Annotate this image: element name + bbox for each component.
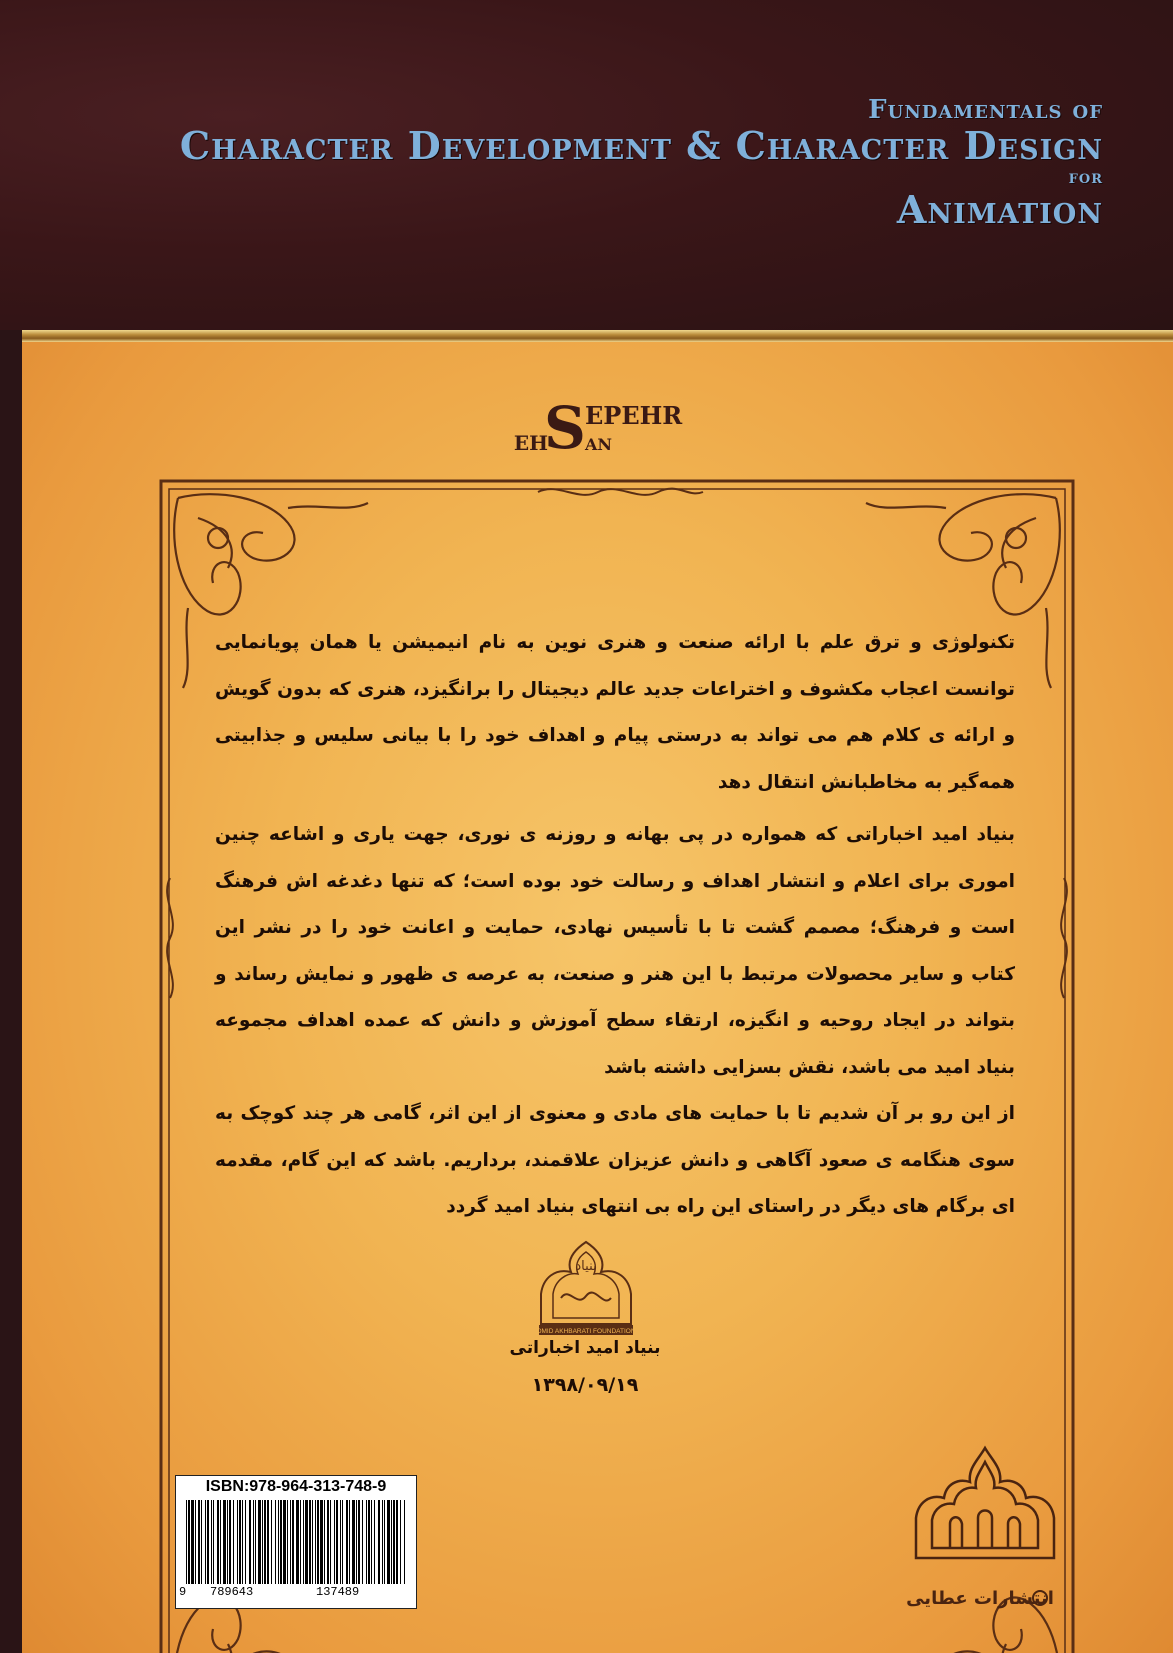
logo-bottom-part: AN	[585, 435, 613, 454]
barcode-bar	[356, 1500, 357, 1584]
isbn-label: ISBN:978-964-313-748-9	[205, 1478, 387, 1495]
barcode-bar	[300, 1500, 301, 1584]
body-paragraph-1: تکنولوژی و ترق علم با ارائه صنعت و هنری نوین به نام انیمیشن یا همان پویانمایی توانست اعجاب مکشوف و اختراعات جدید عالم دیجیتال را برانگیزد، هنری که بدون گویش و ارائه ی کلام هم می تواند به درستی پیام و اهداف خود را با بیانی سلیس و جذابیتی همه‌گیر به مخاطبانش انتقال دهد	[215, 632, 1015, 793]
barcode-bar	[267, 1500, 269, 1584]
barcode-bar	[245, 1500, 246, 1584]
barcode-bar	[188, 1500, 190, 1584]
publication-date: ۱۳۹۸/۰۹/۱۹	[531, 1374, 639, 1396]
barcode-bar	[346, 1500, 348, 1584]
barcode-bar	[292, 1500, 294, 1584]
left-side-ornament	[167, 878, 173, 998]
barcode-bars	[184, 1500, 408, 1584]
barcode-bar	[220, 1500, 221, 1584]
barcode-bar	[262, 1500, 263, 1584]
barcode-bar	[378, 1500, 380, 1584]
barcode-bar	[340, 1500, 341, 1584]
barcode-bar	[223, 1500, 226, 1584]
barcode-bar	[384, 1500, 385, 1584]
barcode-bar	[400, 1500, 401, 1584]
barcode-bar	[205, 1500, 206, 1584]
publisher-logo	[890, 1440, 1080, 1630]
barcode-bar	[317, 1500, 319, 1584]
barcode-bar	[186, 1500, 187, 1584]
title-line-4: Animation	[896, 187, 1103, 232]
barcode-bar	[290, 1500, 291, 1584]
barcode-bar	[327, 1500, 329, 1584]
barcode-bar	[275, 1500, 276, 1584]
barcode-bar	[312, 1500, 313, 1584]
barcode-bar	[278, 1500, 279, 1584]
barcode-bar	[396, 1500, 398, 1584]
barcode-bar	[198, 1500, 200, 1584]
barcode-digit-lead: 9	[179, 1585, 187, 1599]
body-paragraph-3: از این رو بر آن شدیم تا با حمایت های مادی و معنوی از این اثر، گامی هر چند کوچک به سوی هنگامه ی صعود آگاهی و دانش عزیزان علاقمند، برداریم. باشد که این گام، مقدمه ای برگام های دیگر در راستای این راه بی انتهای بنیاد امید گردد	[215, 1103, 1015, 1217]
barcode-digits-left: 789643	[210, 1585, 254, 1599]
logo-top-part: EPEHR	[585, 401, 683, 430]
barcode-bar	[358, 1500, 360, 1584]
barcode-bar	[320, 1500, 323, 1584]
barcode-bar	[305, 1500, 308, 1584]
barcode-bar	[352, 1500, 355, 1584]
persian-body-text	[215, 620, 1015, 1231]
barcode-bar	[303, 1500, 304, 1584]
barcode-bar	[382, 1500, 383, 1584]
barcode-bar	[404, 1500, 405, 1584]
isbn-barcode	[175, 1475, 417, 1609]
barcode-bar	[330, 1500, 331, 1584]
barcode-bar	[213, 1500, 214, 1584]
barcode-bar	[296, 1500, 299, 1584]
barcode-bar	[368, 1500, 370, 1584]
right-side-ornament	[1061, 878, 1067, 998]
english-title	[180, 95, 1103, 231]
seal-band-text: OMID AKHBARATI FOUNDATION	[536, 1328, 636, 1335]
barcode-bar	[233, 1500, 234, 1584]
seal-top-text: بنیاد	[575, 1259, 597, 1274]
barcode-bar	[334, 1500, 335, 1584]
spine-mark	[2, 1500, 20, 1530]
barcode-bar	[393, 1500, 395, 1584]
cover-spine-edge	[0, 330, 22, 1653]
barcode-digits-right: 137489	[316, 1585, 360, 1599]
barcode-bar	[271, 1500, 272, 1584]
barcode-bar	[349, 1500, 350, 1584]
barcode-bar	[391, 1500, 392, 1584]
barcode-bar	[280, 1500, 282, 1584]
barcode-bar	[258, 1500, 261, 1584]
title-line-3: for	[1068, 167, 1103, 188]
barcode-bar	[264, 1500, 266, 1584]
foundation-seal-icon	[531, 1238, 641, 1336]
barcode-bar	[336, 1500, 338, 1584]
publisher-name: انتشارات عطایی	[906, 1588, 1054, 1609]
title-line-2: Character Development & Character Design	[179, 123, 1103, 168]
barcode-bar	[287, 1500, 288, 1584]
barcode-bar	[253, 1500, 254, 1584]
barcode-bar	[201, 1500, 202, 1584]
barcode-bar	[387, 1500, 390, 1584]
foundation-name: بنیاد امید اخباراتی	[509, 1338, 661, 1358]
barcode-bar	[191, 1500, 194, 1584]
barcode-bar	[374, 1500, 375, 1584]
barcode-bar	[371, 1500, 372, 1584]
gold-divider-rule	[22, 330, 1173, 342]
barcode-bar	[283, 1500, 286, 1584]
barcode-bar	[211, 1500, 212, 1584]
barcode-bar	[217, 1500, 219, 1584]
barcode-bar	[195, 1500, 196, 1584]
barcode-bar	[255, 1500, 256, 1584]
barcode-bar	[362, 1500, 363, 1584]
barcode-bar	[249, 1500, 251, 1584]
title-line-1: Fundamentals of	[868, 95, 1103, 125]
barcode-bar	[309, 1500, 311, 1584]
barcode-bar	[239, 1500, 241, 1584]
barcode-bar	[315, 1500, 316, 1584]
author-logo	[0, 398, 1173, 458]
barcode-bar	[366, 1500, 367, 1584]
logo-left-part: EH	[513, 431, 548, 455]
logo-big-letter: S	[544, 398, 586, 458]
body-paragraph-2: بنیاد امید اخباراتی که همواره در پی بهانه و روزنه ی نوری، جهت یاری و اشاعه چنین اموری برای اعلام و انتشار اهداف و رسالت خود بوده است؛ که تنها دغدغه اش فرهنگ است و فرهنگ؛ مصمم گشت تا با تأسیس نهادی، حمایت و اعانت خود را در نشر این کتاب و سایر محصولات مرتبط با این هنر و صنعت، به عرصه ی ظهور و نمایش رساند و بتواند در ایجاد روحیه و انگیزه، ارتقاء سطح آموزش و دانش که عمده اهداف مجموعه بنیاد امید می باشد، نقش بسزایی داشته باشد	[215, 824, 1015, 1078]
barcode-bar	[342, 1500, 343, 1584]
barcode-bar	[324, 1500, 325, 1584]
barcode-bar	[229, 1500, 231, 1584]
barcode-bar	[237, 1500, 238, 1584]
barcode-bar	[207, 1500, 209, 1584]
barcode-bar	[227, 1500, 228, 1584]
barcode-bar	[242, 1500, 243, 1584]
barcode-digits	[176, 1585, 416, 1605]
